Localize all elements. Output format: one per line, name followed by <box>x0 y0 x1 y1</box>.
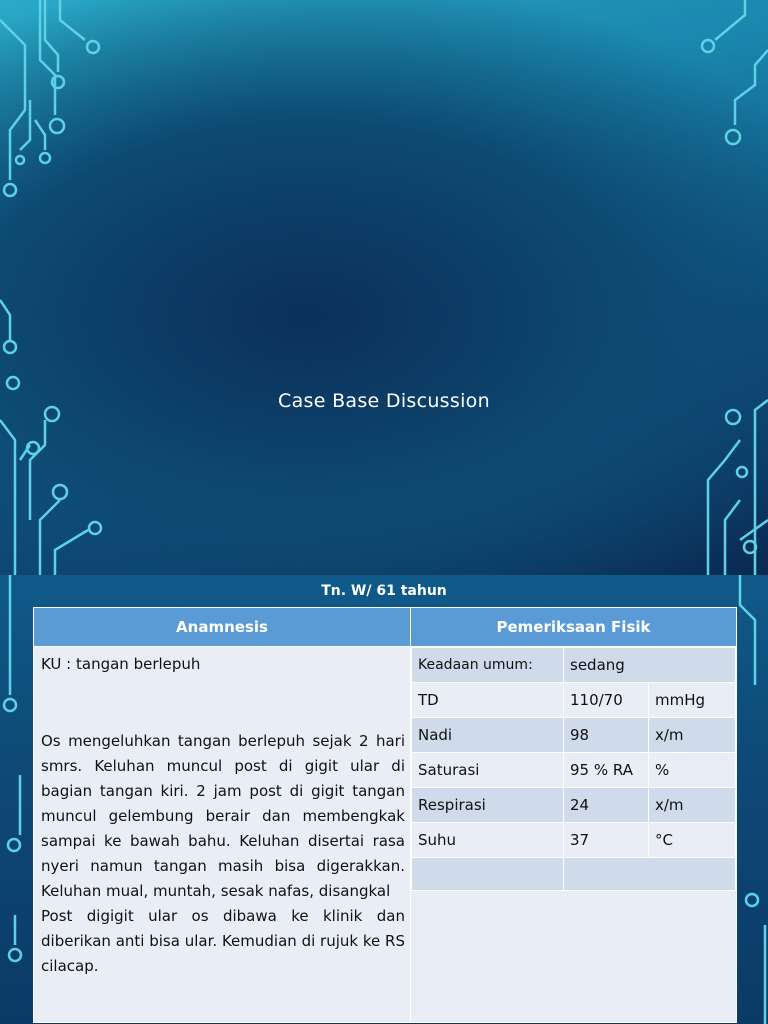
keluhan-utama: KU : tangan berlepuh <box>41 655 201 673</box>
pemeriksaan-cell <box>411 647 737 1023</box>
empty-cell <box>412 858 564 891</box>
vital-unit: x/m <box>649 718 736 753</box>
table-row <box>412 648 736 683</box>
vital-value: 110/70 <box>564 683 649 718</box>
table-row <box>412 858 736 891</box>
vital-unit: mmHg <box>649 683 736 718</box>
vital-label: Suhu <box>412 823 564 858</box>
vital-label: Respirasi <box>412 788 564 823</box>
anamnesis-cell <box>34 647 411 1023</box>
keadaan-value: sedang <box>564 648 736 683</box>
anamnesis-header: Anamnesis <box>34 608 411 647</box>
vital-label: TD <box>412 683 564 718</box>
case-table <box>33 607 737 1023</box>
vital-label: Saturasi <box>412 753 564 788</box>
vital-unit: °C <box>649 823 736 858</box>
case-slide <box>0 575 768 1024</box>
table-row <box>412 683 736 718</box>
anamnesis-paragraph-2: Post digigit ular os dibawa ke klinik dan diberikan anti bisa ular. Kemudian di rujuk ke RS cilacap. <box>41 907 405 975</box>
vital-value: 24 <box>564 788 649 823</box>
vitals-table <box>411 647 736 891</box>
vital-unit: % <box>649 753 736 788</box>
table-row <box>412 753 736 788</box>
table-row <box>412 823 736 858</box>
table-row <box>412 718 736 753</box>
case-id: Tn. W/ 61 tahun <box>321 583 447 599</box>
pemeriksaan-header: Pemeriksaan Fisik <box>411 608 737 647</box>
table-row <box>412 788 736 823</box>
empty-cell <box>564 858 736 891</box>
vital-label: Nadi <box>412 718 564 753</box>
slide-title: Case Base Discussion <box>278 390 490 412</box>
vital-unit: x/m <box>649 788 736 823</box>
vital-value: 37 <box>564 823 649 858</box>
anamnesis-paragraph-1: Os mengeluhkan tangan berlepuh sejak 2 hari smrs. Keluhan muncul post di gigit ular di bagian tangan kiri. 2 jam post di gigit tangan muncul gelembung berair dan membengkak sampai ke bawah bahu. Keluhan disertai rasa nyeri namun tangan masih bisa digerakkan. Keluhan mual, muntah, sesak nafas, disangkal <box>41 732 405 900</box>
vital-value: 98 <box>564 718 649 753</box>
keadaan-label: Keadaan umum: <box>412 648 564 683</box>
vital-value: 95 % RA <box>564 753 649 788</box>
